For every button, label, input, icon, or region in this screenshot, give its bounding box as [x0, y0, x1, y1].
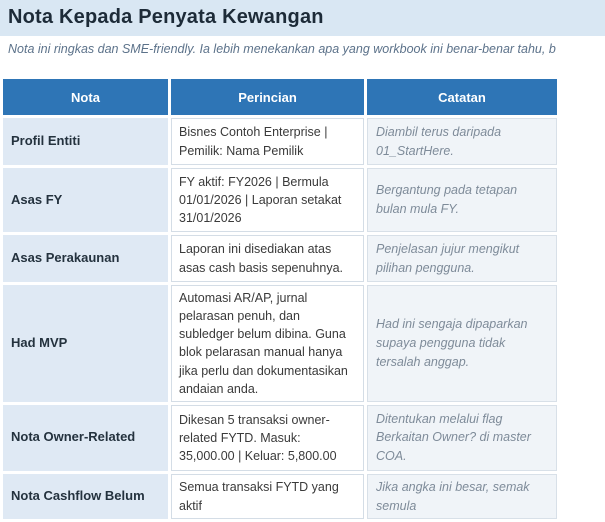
cell-perincian: Automasi AR/AP, jurnal pelarasan penuh, dan subledger belum dibina. Guna blok pelarasan manual hanya jika perlu dan dokumentasikan andaian anda. — [171, 285, 364, 402]
cell-perincian: Semua transaksi FYTD yang aktif — [171, 474, 364, 520]
cell-perincian: Dikesan 5 transaksi owner-related FYTD. Masuk: 35,000.00 | Keluar: 5,800.00 — [171, 405, 364, 471]
cell-perincian: FY aktif: FY2026 | Bermula 01/01/2026 | Laporan setakat 31/01/2026 — [171, 168, 364, 232]
table-row — [3, 285, 557, 402]
cell-nota: Asas Perakaunan — [3, 235, 168, 282]
cell-catatan: Bergantung pada tetapan bulan mula FY. — [367, 168, 557, 232]
cell-catatan: Ditentukan melalui flag Berkaitan Owner? di master COA. — [367, 405, 557, 471]
cell-nota: Nota Owner-Related — [3, 405, 168, 471]
table-row — [3, 168, 557, 232]
notes-table — [0, 76, 560, 522]
title-banner — [0, 0, 605, 36]
table-row — [3, 118, 557, 165]
column-header-perincian: Perincian — [171, 79, 364, 115]
table-row — [3, 235, 557, 282]
notes-table-body — [3, 118, 557, 519]
cell-catatan: Had ini sengaja dipaparkan supaya pengguna tidak tersalah anggap. — [367, 285, 557, 402]
cell-nota: Profil Entiti — [3, 118, 168, 165]
page-subtitle: Nota ini ringkas dan SME-friendly. Ia lebih menekankan apa yang workbook ini benar-benar tahu, b — [8, 42, 556, 56]
cell-catatan: Diambil terus daripada 01_StartHere. — [367, 118, 557, 165]
table-row — [3, 405, 557, 471]
notes-table-header — [3, 79, 557, 115]
column-header-catatan: Catatan — [367, 79, 557, 115]
cell-perincian: Laporan ini disediakan atas asas cash basis sepenuhnya. — [171, 235, 364, 282]
cell-nota: Asas FY — [3, 168, 168, 232]
cell-perincian: Bisnes Contoh Enterprise | Pemilik: Nama Pemilik — [171, 118, 364, 165]
cell-catatan: Jika angka ini besar, semak semula — [367, 474, 557, 520]
column-header-nota: Nota — [3, 79, 168, 115]
cell-nota: Nota Cashflow Belum — [3, 474, 168, 520]
cell-nota: Had MVP — [3, 285, 168, 402]
page-title: Nota Kepada Penyata Kewangan — [8, 6, 324, 28]
cell-catatan: Penjelasan jujur mengikut pilihan pengguna. — [367, 235, 557, 282]
header-row — [3, 79, 557, 115]
table-row — [3, 474, 557, 520]
